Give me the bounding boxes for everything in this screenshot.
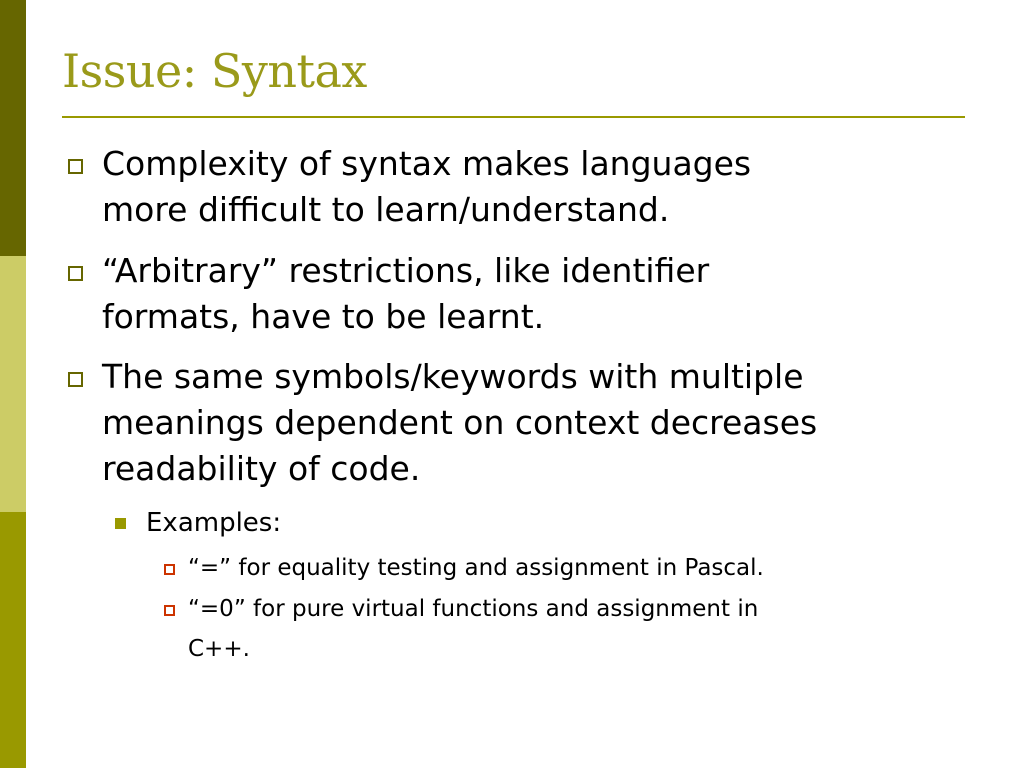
example-line: C++. (188, 636, 250, 662)
sub-bullet-label: Examples: (146, 508, 282, 538)
example-item (162, 548, 764, 588)
slide-title: Issue: Syntax (62, 44, 367, 98)
example-item (162, 589, 758, 669)
bullet-line: meanings dependent on context decreases (102, 403, 818, 442)
sidebar-segment-middle (0, 256, 26, 512)
bullet-line: formats, have to be learnt. (102, 297, 545, 336)
filled-square-bullet-icon (115, 518, 126, 529)
sidebar-segment-top (0, 0, 26, 256)
bullet-item (62, 141, 751, 233)
bullet-item (62, 248, 709, 340)
title-divider (62, 116, 965, 118)
square-bullet-icon (68, 266, 83, 281)
square-bullet-icon (68, 159, 83, 174)
example-line: “=0” for pure virtual functions and assignment in (188, 596, 759, 622)
bullet-line: The same symbols/keywords with multiple (102, 357, 804, 396)
bullet-line: Complexity of syntax makes languages (102, 144, 752, 183)
small-square-bullet-icon (164, 564, 175, 575)
square-bullet-icon (68, 372, 83, 387)
bullet-line: readability of code. (102, 449, 421, 488)
bullet-line: “Arbitrary” restrictions, like identifier (102, 251, 710, 290)
bullet-line: more difficult to learn/understand. (102, 190, 670, 229)
sub-bullet-item (115, 506, 281, 540)
example-line: “=” for equality testing and assignment in Pascal. (188, 555, 764, 581)
bullet-item (62, 354, 817, 492)
small-square-bullet-icon (164, 605, 175, 616)
sidebar-segment-bottom (0, 512, 26, 768)
